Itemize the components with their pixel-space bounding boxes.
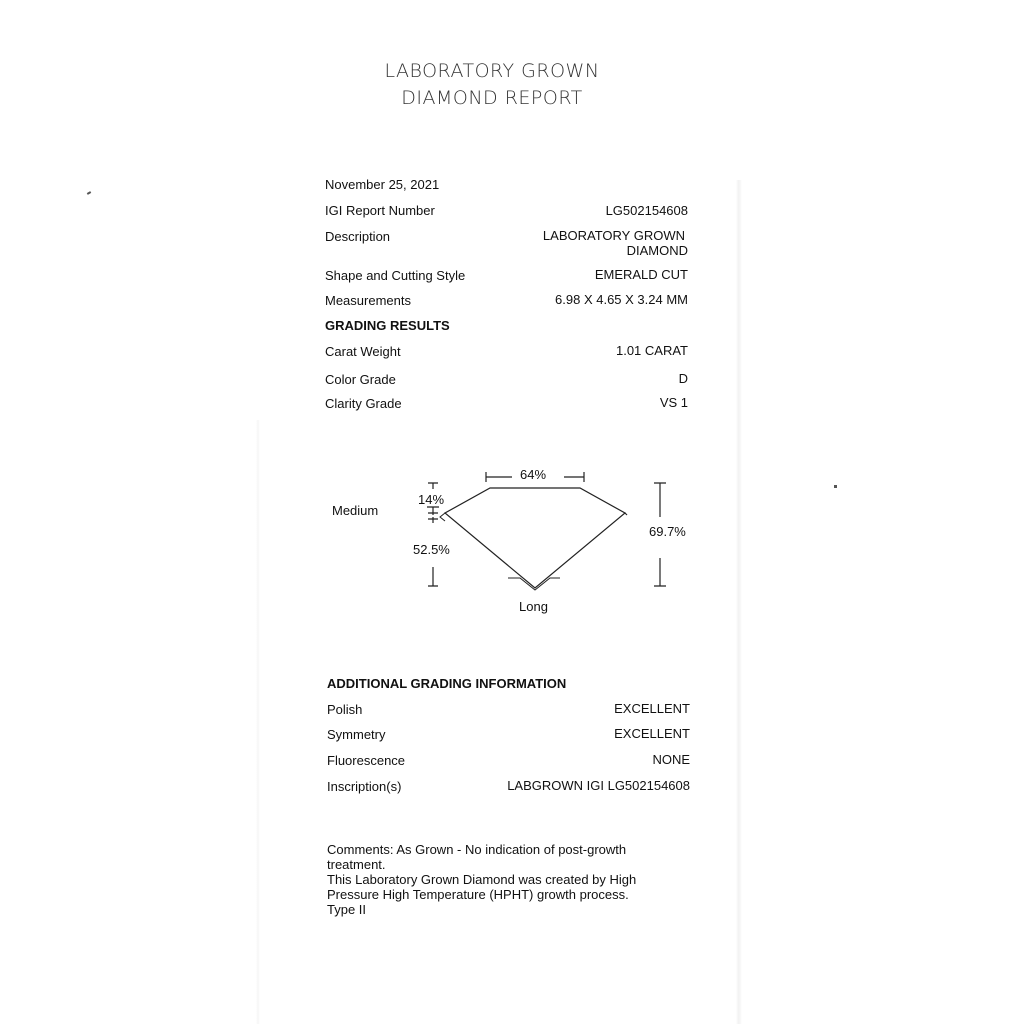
table-percent: 64% [520, 467, 547, 482]
description-value-line2: DIAMOND [626, 243, 688, 258]
clarity-grade-value: VS 1 [659, 395, 688, 410]
symmetry-value: EXCELLENT [614, 726, 690, 741]
diamond-girdle-line [440, 513, 445, 521]
symmetry-label: Symmetry [327, 727, 386, 742]
scan-speck [87, 191, 91, 195]
girdle-label: Medium [332, 503, 379, 518]
polish-value: EXCELLENT [614, 701, 690, 716]
clarity-grade-label: Clarity Grade [325, 396, 402, 411]
color-grade-label: Color Grade [325, 372, 396, 387]
grading-results-heading: GRADING RESULTS [325, 318, 450, 333]
polish-label: Polish [327, 702, 363, 717]
report-date: November 25, 2021 [325, 177, 440, 192]
color-grade-value: D [678, 371, 688, 386]
scan-edge-stripe-left [256, 420, 260, 1024]
diamond-profile-outline [445, 488, 625, 588]
description-label: Description [325, 229, 391, 244]
measurements-value: 6.98 X 4.65 X 3.24 MM [555, 292, 688, 307]
report-title-line1: LABORATORY GROWN [384, 60, 600, 82]
measurements-label: Measurements [325, 293, 411, 308]
crown-height-percent: 14% [418, 492, 445, 507]
inscription-label: Inscription(s) [327, 779, 402, 794]
fluorescence-value: NONE [652, 752, 690, 767]
scan-speck [834, 485, 837, 488]
diamond-girdle-right [625, 513, 627, 515]
scan-edge-stripe [736, 180, 742, 1024]
description-value-line1: LABORATORY GROWN [542, 228, 685, 243]
report-number-value: LG502154608 [605, 203, 688, 218]
inscription-value: LABGROWN IGI LG502154608 [507, 778, 690, 793]
additional-grading-heading: ADDITIONAL GRADING INFORMATION [327, 676, 567, 691]
culet-label: Long [519, 599, 548, 614]
shape-value: EMERALD CUT [594, 267, 688, 282]
proportions-diagram [320, 455, 700, 625]
total-depth-percent: 69.7% [649, 524, 686, 539]
culet-marker [508, 578, 560, 590]
carat-weight-label: Carat Weight [325, 344, 401, 359]
fluorescence-label: Fluorescence [327, 753, 406, 768]
shape-label: Shape and Cutting Style [325, 268, 466, 283]
carat-weight-value: 1.01 CARAT [615, 343, 688, 358]
report-number-label: IGI Report Number [325, 203, 435, 218]
pavilion-depth-percent: 52.5% [413, 542, 450, 557]
comments-text: Comments: As Grown - No indication of post-growth treatment. This Laboratory Grown Diamond was created by High Pressure High Temperature (HPHT) growth process. Type II [327, 842, 637, 917]
report-title-line2: DIAMOND REPORT [401, 87, 583, 109]
